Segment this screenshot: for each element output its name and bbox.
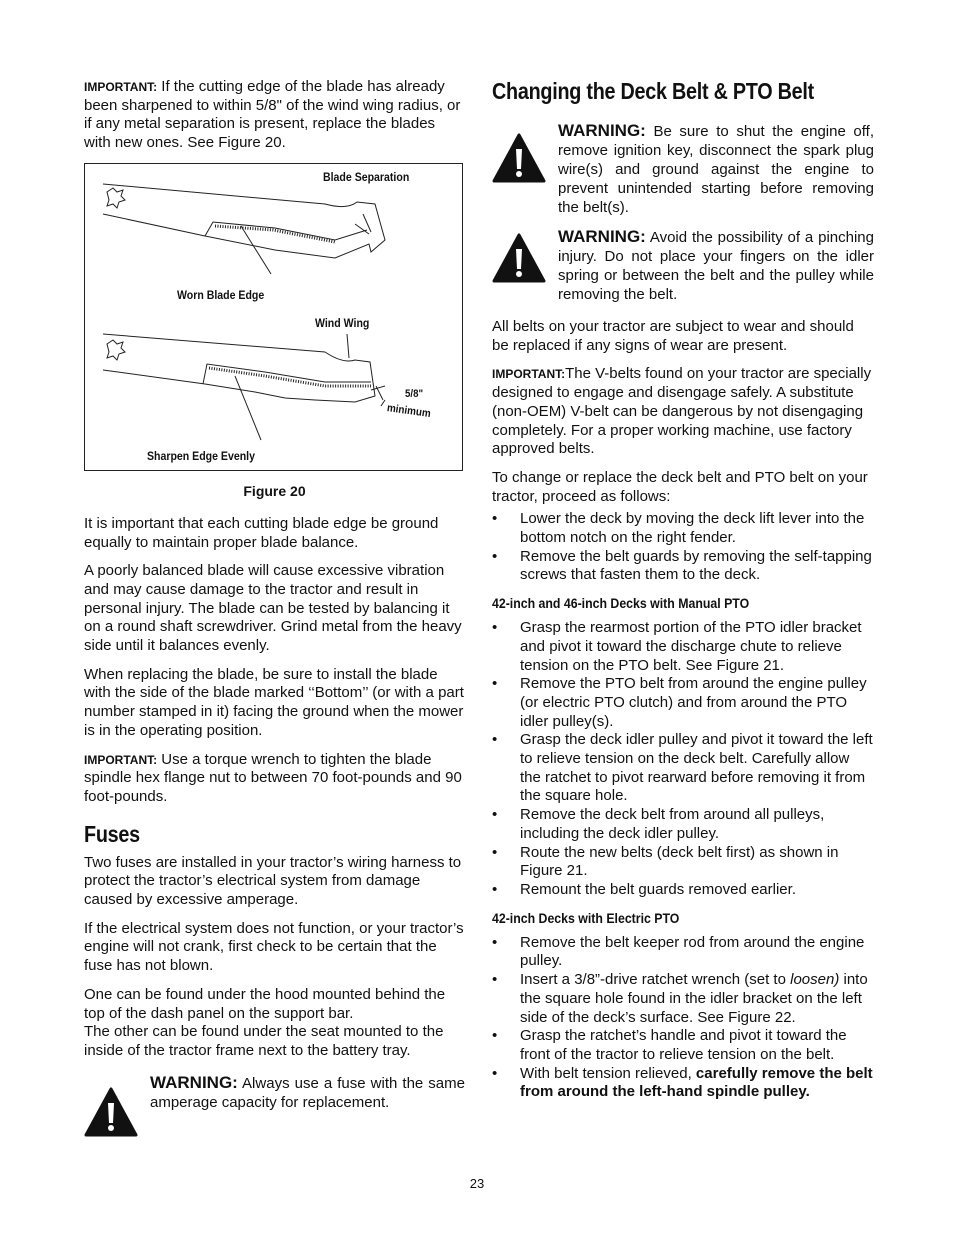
paragraph: All belts on your tractor are subject to wear and should be replaced if any signs of wear are present. [492,318,854,354]
list-item: • Grasp the deck idler pulley and pivot it toward the left to relieve tension on the deck belt. Carefully allow the ratchet to pivot rearward before removing it from the square hole. [492,731,874,806]
electric-pto-steps-list [492,934,874,1102]
shutoff-warning [492,121,874,217]
list-item: • With belt tension relieved, carefully remove the belt from around the left-hand spindle pulley. [492,1065,874,1102]
figure-caption: Figure 20 [243,482,306,499]
pinch-warning [492,227,874,304]
list-item: • Grasp the rearmost portion of the PTO idler bracket and pivot it toward the discharge chute to relieve tension on the PTO belt. See Figure 21. [492,619,874,675]
label-five-eighths: 5/8" [405,387,424,400]
label-blade-separation: Blade Separation [323,169,410,184]
deck-belt-heading: Changing the Deck Belt & PTO Belt [492,78,814,104]
paragraph: Two fuses are installed in your tractor’s wiring harness to protect the tractor’s electrical system from damage caused by excessive amperage. [84,853,462,909]
manual-pto-subheading: 42-inch and 46-inch Decks with Manual PTO [492,595,750,612]
label-wind-wing: Wind Wing [315,315,370,330]
list-item: • Route the new belts (deck belt first) as shown in Figure 21. [492,844,874,881]
important-note-vbelts: IMPORTANT:The V-belts found on your tractor are specially designed to engage and disengage safely. A substitute (non-OEM) V-belt can be dangerous by not disengaging completely. For a proper working machine, use factory approved belts. [492,365,872,458]
list-item: • Lower the deck by moving the deck lift lever into the bottom notch on the right fender. [492,510,874,547]
list-item: • Insert a 3/8”-drive ratchet wrench (set to loosen) into the square hole found in the idler bracket on the left side of the deck’s surface. See Figure 22. [492,971,874,1027]
list-item: • Remove the PTO belt from around the engine pulley (or electric PTO clutch) and from around the PTO idler pulley(s). [492,675,874,731]
fuses-heading: Fuses [84,820,140,847]
fuse-warning [84,1073,465,1137]
figure-20-diagram [84,163,463,471]
label-worn-blade-edge: Worn Blade Edge [177,287,265,302]
right-column [492,78,874,1112]
list-item: • Grasp the ratchet’s handle and pivot it toward the front of the tractor to relieve tension on the belt. [492,1027,874,1064]
paragraph: If the electrical system does not function, or your tractor’s engine will not crank, first check to be certain that the fuse has not blown. [84,919,464,975]
warning-text: WARNING: Be sure to shut the engine off, remove ignition key, disconnect the spark plug wire(s) and ground against the engine to prevent unintended starting before removing the belt(s). [558,121,874,216]
paragraph: To change or replace the deck belt and PTO belt on your tractor, proceed as follows: [492,468,868,505]
paragraph: It is important that each cutting blade edge be ground equally to maintain proper blade balance. [84,514,439,551]
manual-pto-steps-list [492,619,874,900]
prep-steps-list [492,510,874,585]
warning-text: WARNING: Always use a fuse with the same amperage capacity for replacement. [150,1072,465,1111]
page-number: 23 [469,1176,485,1191]
electric-pto-subheading: 42-inch Decks with Electric PTO [492,909,680,926]
paragraph: When replacing the blade, be sure to install the blade with the side of the blade marked ‘‘Bottom’’ (or with a part number stamped in it) facing the ground when the mower is in the operating position. [84,665,464,739]
list-item: • Remove the belt guards by removing the self-tapping screws that fasten them to the deck. [492,548,874,585]
label-sharpen-edge: Sharpen Edge Evenly [147,448,255,463]
list-item: • Remove the belt keeper rod from around the engine pulley. [492,934,874,971]
paragraph: A poorly balanced blade will cause excessive vibration and may cause damage to the tractor and result in personal injury. The blade can be tested by balancing it on a round shaft screwdriver. Grind metal from the heavy side until it balances evenly. [84,562,462,655]
label-minimum: minimum [386,401,432,420]
left-column [84,78,465,1137]
list-item: • Remove the deck belt from around all pulleys, including the deck idler pulley. [492,806,874,843]
blade-illustration [85,164,461,469]
warning-icon [492,233,546,283]
important-note-blade: IMPORTANT: If the cutting edge of the blade has already been sharpened to within 5/8" of the wind wing radius, or if any metal separation is present, replace the blades with new ones. See Figure 20. [84,78,461,152]
list-item: • Remount the belt guards removed earlier. [492,881,874,900]
important-note-torque: IMPORTANT: Use a torque wrench to tighten the blade spindle hex flange nut to between 70 foot-pounds and 90 foot-pounds. [84,750,462,805]
paragraph: One can be found under the hood mounted behind the top of the dash panel on the support bar. The other can be found under the seat mounted to the inside of the tractor frame next to the battery tray. [84,985,446,1059]
warning-text: WARNING: Avoid the possibility of a pinching injury. Do not place your fingers on the idler spring or between the belt and the pulley while removing the belt. [558,227,874,303]
warning-icon [84,1087,138,1137]
warning-icon [492,133,546,183]
